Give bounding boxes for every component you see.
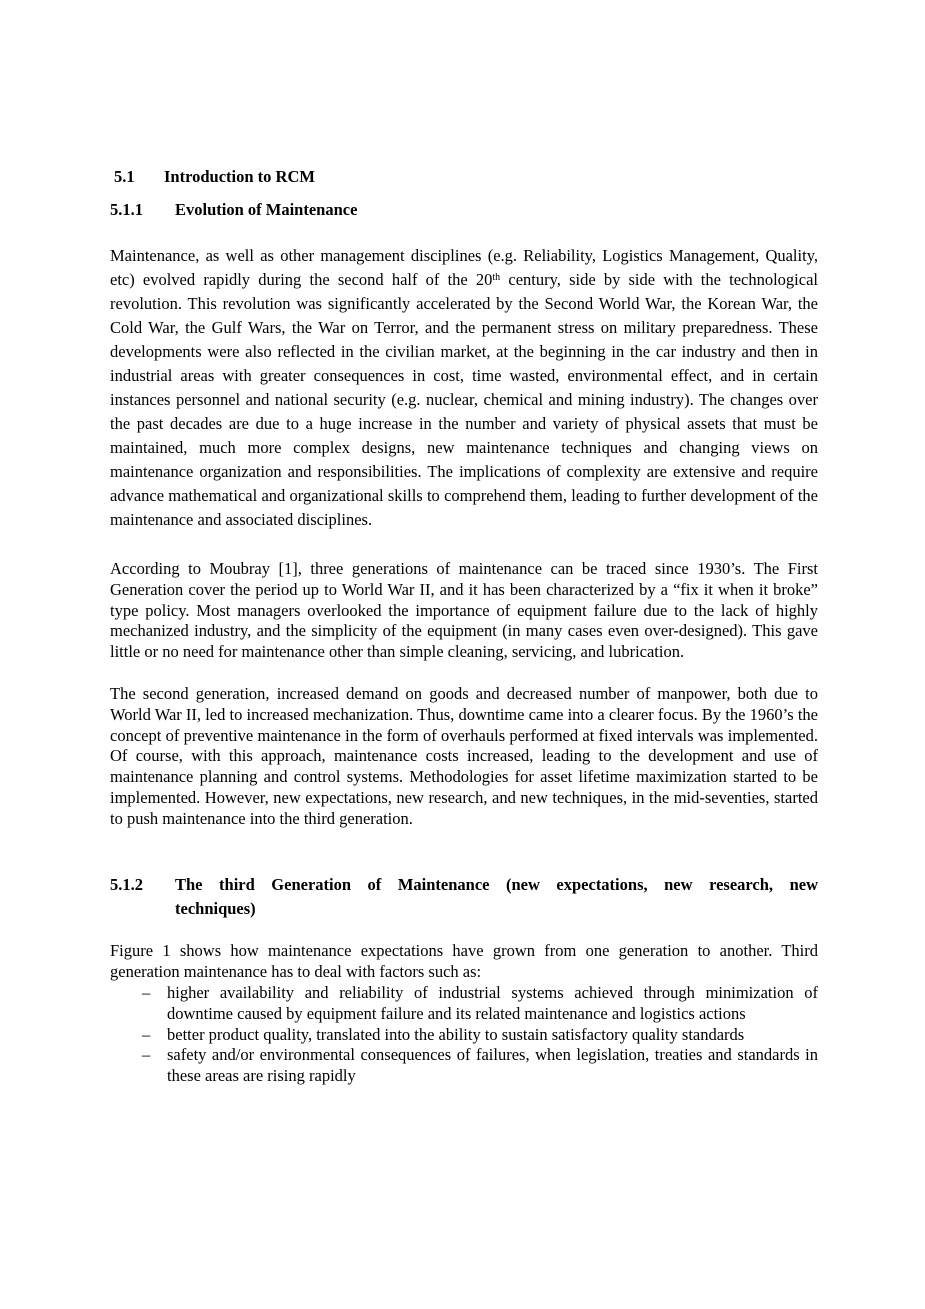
list-item — [110, 1045, 818, 1087]
paragraph-third-generation: Figure 1 shows how maintenance expectations have grown from one generation to another. Third generation maintenance has to deal with factors such as: — [110, 941, 818, 981]
section-title: Introduction to RCM — [164, 167, 315, 186]
paragraph-second-generation: The second generation, increased demand on goods and decreased number of manpower, both due to World War II, led to increased mechanization. Thus, downtime came into a clearer focus. By the 1960’s the concept of preventive maintenance in the form of overhauls performed at fixed intervals was implemented. Of course, with this approach, maintenance costs increased, leading to the development and use of maintenance planning and control systems. Methodologies for asset lifetime maximization started to be implemented. However, new expectations, new research, and new techniques, in the mid-seventies, started to push maintenance into the third generation. — [110, 684, 818, 828]
subsection-number: 5.1.2 — [110, 875, 143, 894]
list-item-text: higher availability and reliability of industrial systems achieved through minimization of downtime caused by equipment failure and its related maintenance and logistics actions — [167, 983, 818, 1023]
list-item-text: better product quality, translated into the ability to sustain satisfactory quality standards — [167, 1024, 745, 1044]
paragraph-text: century, side by side with the technological revolution. This revolution was significantly accelerated by the Second World War, the Korean War, the Cold War, the Gulf Wars, the War on Terror, and the permanent stress on military preparedness. These developments were also reflected in the civilian market, at the beginning in the car industry and then in industrial areas with greater consequences in cost, time wasted, environmental effect, and in certain instances personnel and national security (e.g. nuclear, chemical and mining industry). The changes over the past decades are due to a huge increase in the number and variety of physical assets that must be maintained, much more complex designs, new maintenance techniques and changing views on maintenance organization and responsibilities. The implications of complexity are extensive and require advance mathematical and organizational skills to comprehend them, leading to further development of the maintenance and associated disciplines. — [110, 270, 818, 529]
factors-list — [110, 983, 818, 1087]
list-item — [110, 983, 818, 1025]
section-heading — [114, 167, 315, 187]
paragraph-first-generation: According to Moubray [1], three generations of maintenance can be traced since 1930’s. The First Generation cover the period up to World War II, and it has been characterized by a “fix it when it broke” type policy. Most managers overlooked the importance of equipment failure due to the lack of highly mechanized industry, and the simplicity of the equipment (in many cases even over-designed). This gave little or no need for maintenance other than simple cleaning, servicing, and lubrication. — [110, 559, 818, 662]
bullet-dash: – — [142, 983, 151, 1002]
paragraph-evolution — [110, 244, 818, 532]
subsection-heading-evolution — [110, 200, 357, 220]
list-item-text: safety and/or environmental consequences of failures, when legislation, treaties and standards in these areas are rising rapidly — [167, 1045, 818, 1086]
list-item — [110, 1025, 818, 1046]
bullet-dash: – — [142, 1024, 151, 1044]
subsection-title-line2: techniques) — [175, 899, 256, 918]
subsection-number: 5.1.1 — [110, 200, 143, 219]
superscript: th — [492, 272, 501, 283]
subsection-title: Evolution of Maintenance — [175, 200, 358, 219]
section-number: 5.1 — [114, 167, 135, 186]
subsection-heading-third-generation — [110, 873, 818, 921]
paragraph-text: Maintenance, as well as other management disciplines (e.g. Reliability, Logistics Management, Quality, etc) evolved rapidly during the second half of the 20 — [110, 246, 818, 289]
subsection-title-line1: The third Generation of Maintenance (new expectations, new research, new — [175, 875, 818, 894]
bullet-dash: – — [142, 1045, 151, 1065]
